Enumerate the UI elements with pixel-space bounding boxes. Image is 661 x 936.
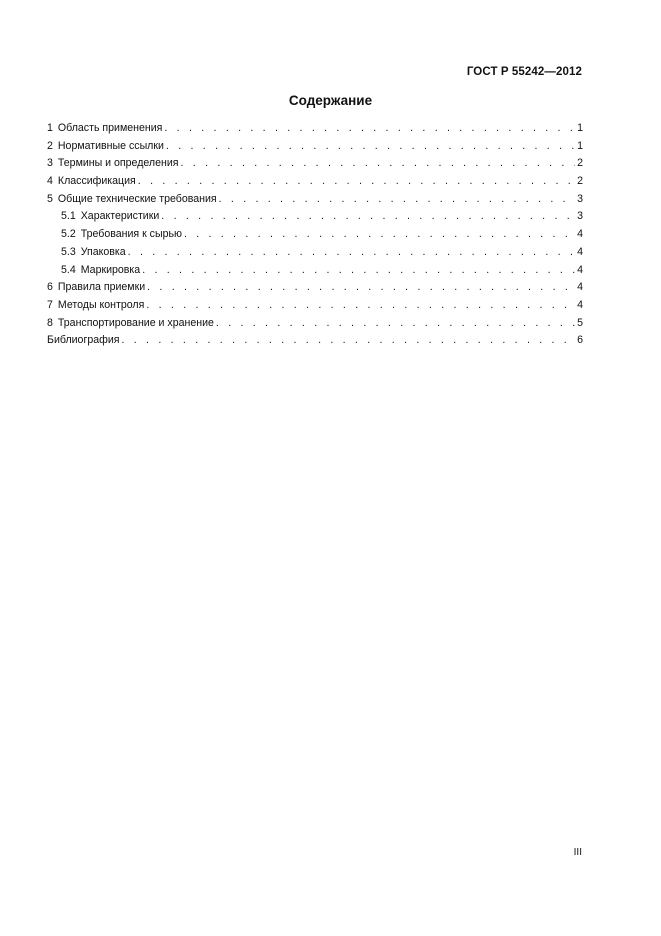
toc-entry-label: Требования к сырью [80, 228, 182, 241]
toc-entry-label: Библиография [47, 334, 120, 347]
toc-entry-number: 5.4 [61, 263, 76, 276]
toc-entry-label: Классификация [57, 175, 136, 188]
toc-entry-page: 6 [577, 334, 583, 347]
dot-leader [216, 315, 575, 333]
toc-entry-label: Правила приемки [57, 281, 146, 294]
toc-entry-page: 3 [577, 210, 583, 223]
toc-subentry[interactable] [47, 244, 583, 262]
toc-entry-page: 4 [577, 298, 583, 311]
toc-entry-number: 1 [47, 122, 53, 134]
toc-entry-number: 5.1 [61, 210, 76, 223]
table-of-contents [47, 120, 583, 350]
toc-title: Содержание [288, 93, 373, 108]
page-number: III [573, 847, 582, 858]
toc-entry[interactable] [47, 315, 583, 333]
dot-leader [181, 155, 575, 173]
dot-leader [121, 332, 575, 350]
toc-entry-label: Общие технические требования [57, 192, 217, 205]
dot-leader [161, 208, 575, 226]
toc-entry-page: 4 [577, 281, 583, 294]
toc-entry[interactable] [47, 191, 583, 209]
toc-entry-page: 2 [577, 157, 583, 170]
toc-entry[interactable] [47, 297, 583, 315]
toc-entry-label: Транспортирование и хранение [57, 316, 214, 329]
toc-entry-number: 5.2 [61, 228, 76, 241]
dot-leader [138, 173, 575, 191]
standard-id: ГОСТ Р 55242—2012 [466, 66, 582, 78]
toc-entry[interactable] [47, 279, 583, 297]
toc-subentry[interactable] [47, 208, 583, 226]
toc-entry-label: Упаковка [80, 245, 126, 258]
dot-leader [147, 279, 575, 297]
toc-entry[interactable] [47, 173, 583, 191]
toc-entry-number: 8 [47, 316, 53, 329]
toc-entry-page: 1 [577, 122, 583, 134]
toc-entry-page: 4 [577, 245, 583, 258]
dot-leader [146, 297, 575, 315]
toc-entry-number: 4 [47, 175, 53, 188]
toc-entry-page: 5 [577, 316, 583, 329]
dot-leader [128, 244, 575, 262]
toc-entry-label: Характеристики [80, 210, 160, 223]
toc-entry-number: 3 [47, 157, 53, 170]
toc-entry-number: 5 [47, 192, 53, 205]
toc-entry-label: Методы контроля [57, 298, 145, 311]
toc-entry-page: 4 [577, 228, 583, 241]
toc-entry[interactable] [47, 120, 583, 138]
toc-entry-page: 1 [577, 139, 583, 152]
toc-entry-label: Область применения [57, 122, 163, 134]
toc-subentry[interactable] [47, 262, 583, 280]
toc-entry-page: 2 [577, 175, 583, 188]
dot-leader [219, 191, 575, 209]
toc-entry-label: Маркировка [80, 263, 141, 276]
toc-entry-number: 2 [47, 139, 53, 152]
dot-leader [142, 262, 575, 280]
toc-entry-page: 4 [577, 263, 583, 276]
toc-entry-page: 3 [577, 192, 583, 205]
toc-entry-label: Нормативные ссылки [57, 139, 164, 152]
dot-leader [166, 138, 575, 156]
dot-leader [164, 120, 575, 138]
toc-entry-bibliography[interactable] [47, 332, 583, 350]
toc-entry-number: 5.3 [61, 245, 76, 258]
toc-entry-number: 6 [47, 281, 53, 294]
toc-entry[interactable] [47, 138, 583, 156]
toc-entry-number: 7 [47, 298, 53, 311]
toc-entry-label: Термины и определения [57, 157, 179, 170]
dot-leader [184, 226, 575, 244]
toc-subentry[interactable] [47, 226, 583, 244]
toc-entry[interactable] [47, 155, 583, 173]
